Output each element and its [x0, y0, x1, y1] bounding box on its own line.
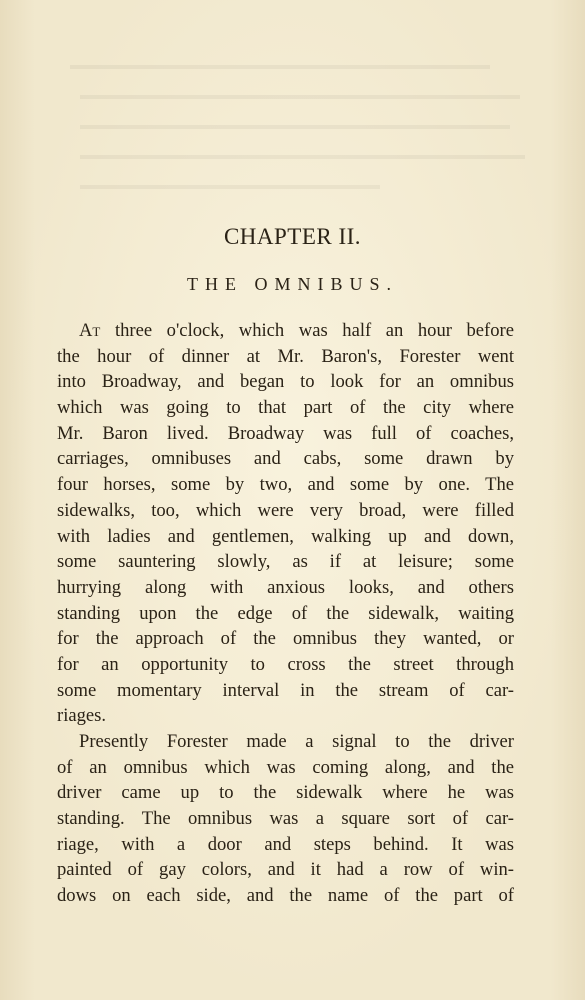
text-line: riages. [57, 705, 107, 727]
text-line: into Broadway, and began to look for an omnibus [57, 371, 514, 393]
chapter-subtitle: THE OMNIBUS. [186, 274, 398, 294]
text-line: driver came up to the sidewalk where he was [57, 782, 514, 804]
line-text: three o'clock, which was half an hour before [100, 320, 514, 341]
chapter-title: CHAPTER II. [223, 224, 362, 249]
lead-word: At [79, 320, 101, 341]
text-line: which was going to that part of the city where [57, 397, 514, 419]
text-line: dows on each side, and the name of the part of [57, 885, 514, 907]
text-line: Mr. Baron lived. Broadway was full of coaches, [57, 422, 514, 444]
text-line: some sauntering slowly, as if at leisure; some [57, 551, 514, 573]
text-line: riage, with a door and steps behind. It was [57, 833, 514, 855]
text-line: sidewalks, too, which were very broad, were filled [57, 499, 514, 521]
body-text [57, 318, 514, 909]
text-line [57, 318, 514, 344]
text-line: standing upon the edge of the sidewalk, waiting [57, 602, 514, 624]
text-line: for the approach of the omnibus they wanted, or [57, 628, 514, 650]
text-line: painted of gay colors, and it had a row of win- [57, 859, 514, 881]
text-line: with ladies and gentlemen, walking up and down, [57, 525, 514, 547]
text-line: the hour of dinner at Mr. Baron's, Forester went [57, 345, 514, 367]
text-line: carriages, omnibuses and cabs, some drawn by [57, 448, 514, 470]
text-line: Presently Forester made a signal to the driver [79, 731, 514, 752]
show-through-texture [60, 55, 530, 205]
text-line: hurrying along with anxious looks, and others [57, 576, 514, 598]
text-line: standing. The omnibus was a square sort of car- [57, 808, 514, 830]
text-line: of an omnibus which was coming along, and the [57, 756, 514, 778]
text-line: four horses, some by two, and some by one. The [57, 474, 514, 496]
text-line: for an opportunity to cross the street through [57, 653, 514, 675]
text-line: some momentary interval in the stream of car- [57, 679, 514, 701]
